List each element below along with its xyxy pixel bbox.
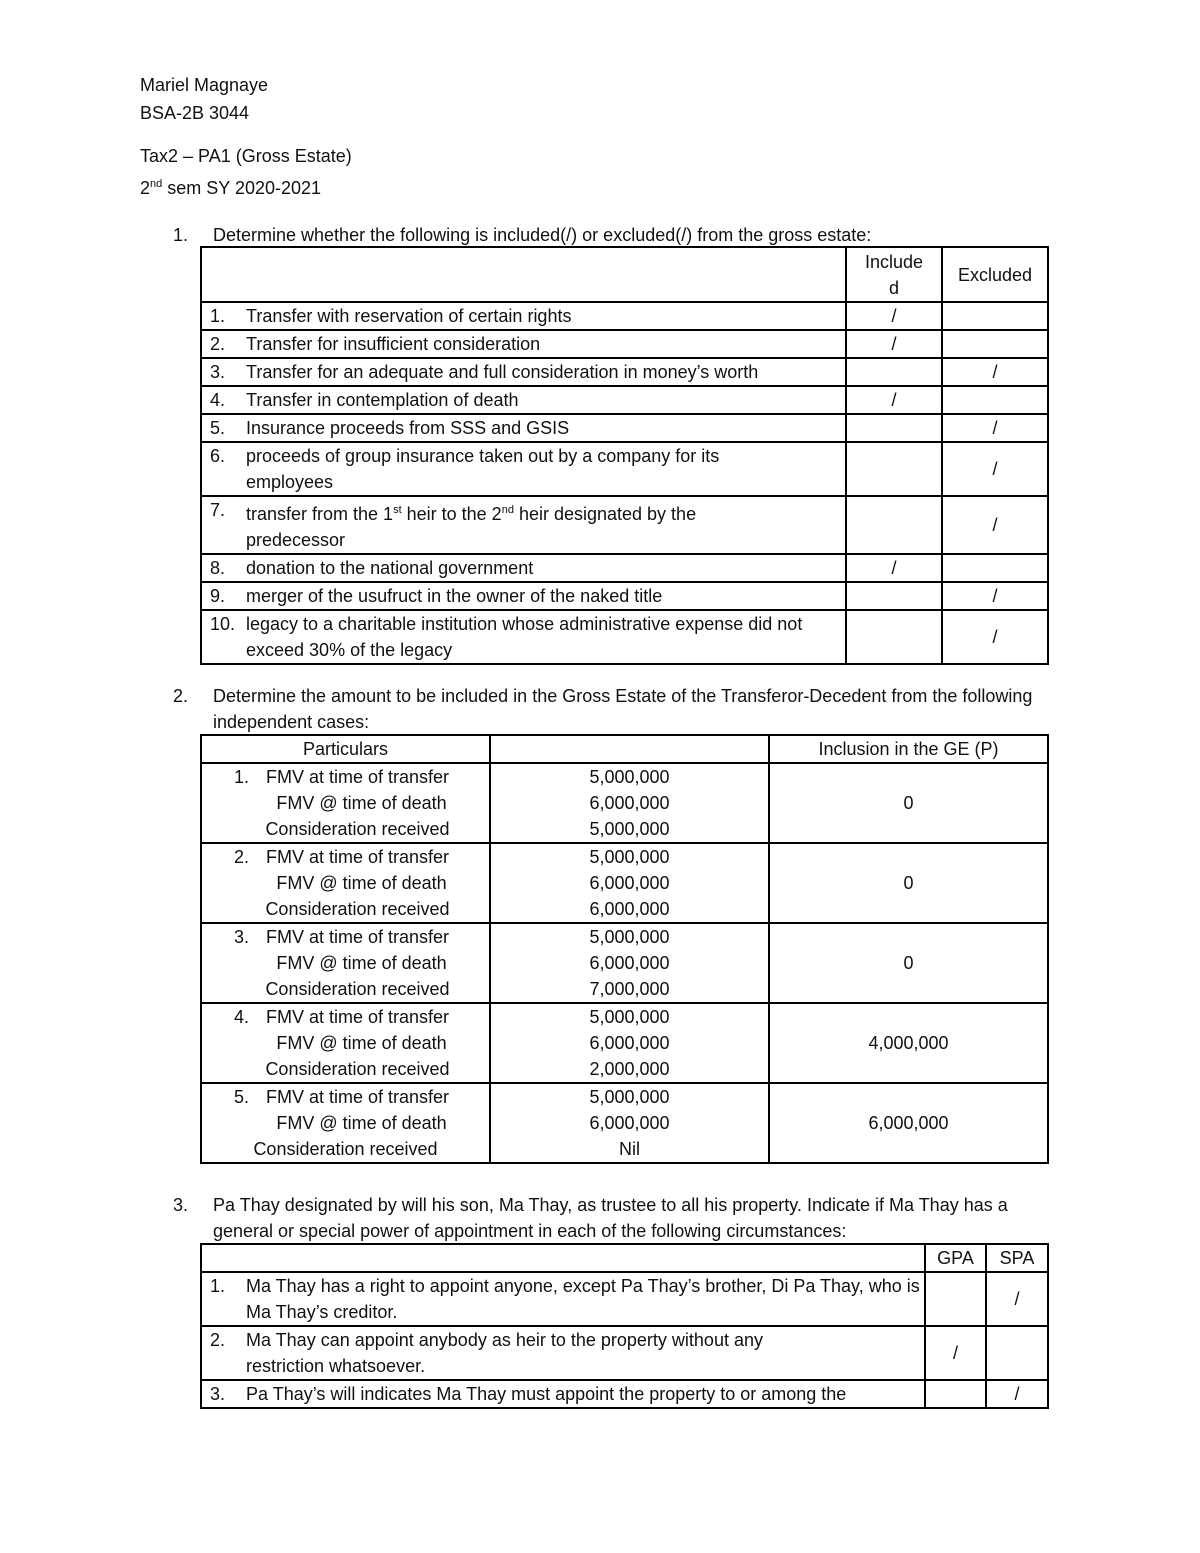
cases-table-header [201,735,1048,763]
row-text: Transfer for insufficient consideration [246,334,541,354]
case-particulars: 5. FMV at time of transfer FMV @ time of death Consideration received [201,1083,490,1163]
row-text: Pa Thay’s will indicates Ma Thay must appoint the property to or among the [246,1384,847,1404]
included-mark: / [846,302,942,330]
table-row [201,610,1048,664]
row-text: legacy to a charitable institution whose administrative expense did not exceed 30% of the legacy [246,614,803,660]
excluded-mark: / [942,442,1048,496]
included-mark [846,496,942,554]
included-mark [846,414,942,442]
case-number: 3. [233,927,249,947]
row-text: proceeds of group insurance taken out by a company for its employees [246,446,720,492]
row-number: 1. [210,306,226,326]
case-particulars: 3. FMV at time of transfer FMV @ time of death Consideration received [201,923,490,1003]
row-number: 4. [210,390,226,410]
question-1-text: Determine whether the following is included(/) or excluded(/) from the gross estate: [213,225,872,245]
row-text: Ma Thay can appoint anybody as heir to the property without any restriction whatsoever. [246,1330,763,1376]
case-inclusion: 0 [769,923,1048,1003]
included-mark: / [846,330,942,358]
included-mark: / [846,554,942,582]
table-row [201,554,1048,582]
gpa-column-header: GPA [925,1244,986,1272]
excluded-mark [942,386,1048,414]
table-row [201,1326,1048,1380]
case-particulars: 2. FMV at time of transfer FMV @ time of death Consideration received [201,843,490,923]
case-values: 5,000,000 6,000,000 Nil [490,1083,769,1163]
included-column-header: Include d [846,247,942,302]
inclusion-table [200,246,1049,665]
table-row [201,358,1048,386]
case-inclusion: 4,000,000 [769,1003,1048,1083]
case-number: 2. [233,847,249,867]
student-name: Mariel Magnaye [140,75,269,95]
excluded-column-header: Excluded [942,247,1048,302]
row-number: 1. [210,1276,226,1296]
case-number: 1. [233,767,249,787]
row-number: 3. [210,362,226,382]
question-3-number: 3. [173,1195,189,1215]
question-3 [173,1192,1063,1244]
case-particulars: 1. FMV at time of transfer FMV @ time of death Consideration received [201,763,490,843]
case-number: 5. [233,1087,249,1107]
question-3-text: Pa Thay designated by will his son, Ma Thay, as trustee to all his property. Indicate if Ma Thay has a general or special power of appointment in each of the following circumstances: [213,1195,1008,1241]
included-mark [846,358,942,386]
table-row [201,1083,1048,1163]
table-row [201,582,1048,610]
table-row [201,330,1048,358]
excluded-mark [942,330,1048,358]
case-values: 5,000,000 6,000,000 2,000,000 [490,1003,769,1083]
spa-mark: / [986,1272,1048,1326]
table-row [201,843,1048,923]
question-1-number: 1. [173,225,189,245]
table-row [201,302,1048,330]
case-values: 5,000,000 6,000,000 5,000,000 [490,763,769,843]
row-number: 5. [210,418,226,438]
case-particulars: 4. FMV at time of transfer FMV @ time of death Consideration received [201,1003,490,1083]
gpa-mark [925,1380,986,1408]
course-title: Tax2 – PA1 (Gross Estate) [140,146,352,166]
excluded-mark: / [942,610,1048,664]
table-row [201,923,1048,1003]
inclusion-table-header [201,247,1048,302]
gpa-mark: / [925,1326,986,1380]
table-row [201,1272,1048,1326]
table-row [201,1003,1048,1083]
row-number: 8. [210,558,226,578]
table-row [201,1380,1048,1408]
question-2-number: 2. [173,686,189,706]
row-text: Transfer in contemplation of death [246,390,519,410]
spa-mark [986,1326,1048,1380]
case-inclusion: 0 [769,763,1048,843]
case-inclusion: 0 [769,843,1048,923]
row-text: Transfer with reservation of certain rights [246,306,572,326]
excluded-mark: / [942,358,1048,386]
row-text: merger of the usufruct in the owner of the naked title [246,586,663,606]
table-row [201,442,1048,496]
semester-suffix: nd [150,178,163,190]
spa-column-header: SPA [986,1244,1048,1272]
gross-estate-cases-table [200,734,1049,1164]
particulars-column-header: Particulars [201,735,490,763]
row-number: 10. [210,614,236,634]
row-text: Transfer for an adequate and full consideration in money’s worth [246,362,759,382]
gpa-mark [925,1272,986,1326]
included-mark [846,610,942,664]
excluded-mark: / [942,496,1048,554]
row-number: 2. [210,334,226,354]
row-number: 3. [210,1384,226,1404]
row-text: Ma Thay has a right to appoint anyone, except Pa Thay’s brother, Di Pa Thay, who is Ma Thay’s creditor. [246,1276,920,1322]
case-inclusion: 6,000,000 [769,1083,1048,1163]
case-values: 5,000,000 6,000,000 7,000,000 [490,923,769,1003]
excluded-mark [942,554,1048,582]
section-code: BSA-2B 3044 [140,103,250,123]
case-values: 5,000,000 6,000,000 6,000,000 [490,843,769,923]
table-row [201,414,1048,442]
table-row [201,386,1048,414]
excluded-mark [942,302,1048,330]
semester-text: sem SY 2020-2021 [162,178,322,198]
included-mark [846,582,942,610]
blank-column-header [490,735,769,763]
semester-number: 2 [140,178,151,198]
row-number: 2. [210,1330,226,1350]
table-row [201,496,1048,554]
included-mark: / [846,386,942,414]
power-of-appointment-table [200,1243,1049,1409]
row-text: donation to the national government [246,558,534,578]
semester-line [140,170,321,202]
excluded-mark: / [942,582,1048,610]
row-number: 7. [210,500,226,520]
inclusion-column-header: Inclusion in the GE (P) [769,735,1048,763]
row-number: 9. [210,586,226,606]
row-text: Insurance proceeds from SSS and GSIS [246,418,570,438]
question-2-text: Determine the amount to be included in the Gross Estate of the Transferor-Decedent from the following independent cases: [213,686,1033,732]
spa-mark: / [986,1380,1048,1408]
question-2 [173,683,1063,735]
table-row [201,763,1048,843]
row-number: 6. [210,446,226,466]
question-1 [173,222,1063,248]
appointment-table-header [201,1244,1048,1272]
row-text: transfer from the 1st heir to the 2nd heir designated by the predecessor [246,504,697,550]
included-mark [846,442,942,496]
excluded-mark: / [942,414,1048,442]
appointment-header-blank [201,1244,925,1272]
case-number: 4. [233,1007,249,1027]
inclusion-header-blank [201,247,846,302]
